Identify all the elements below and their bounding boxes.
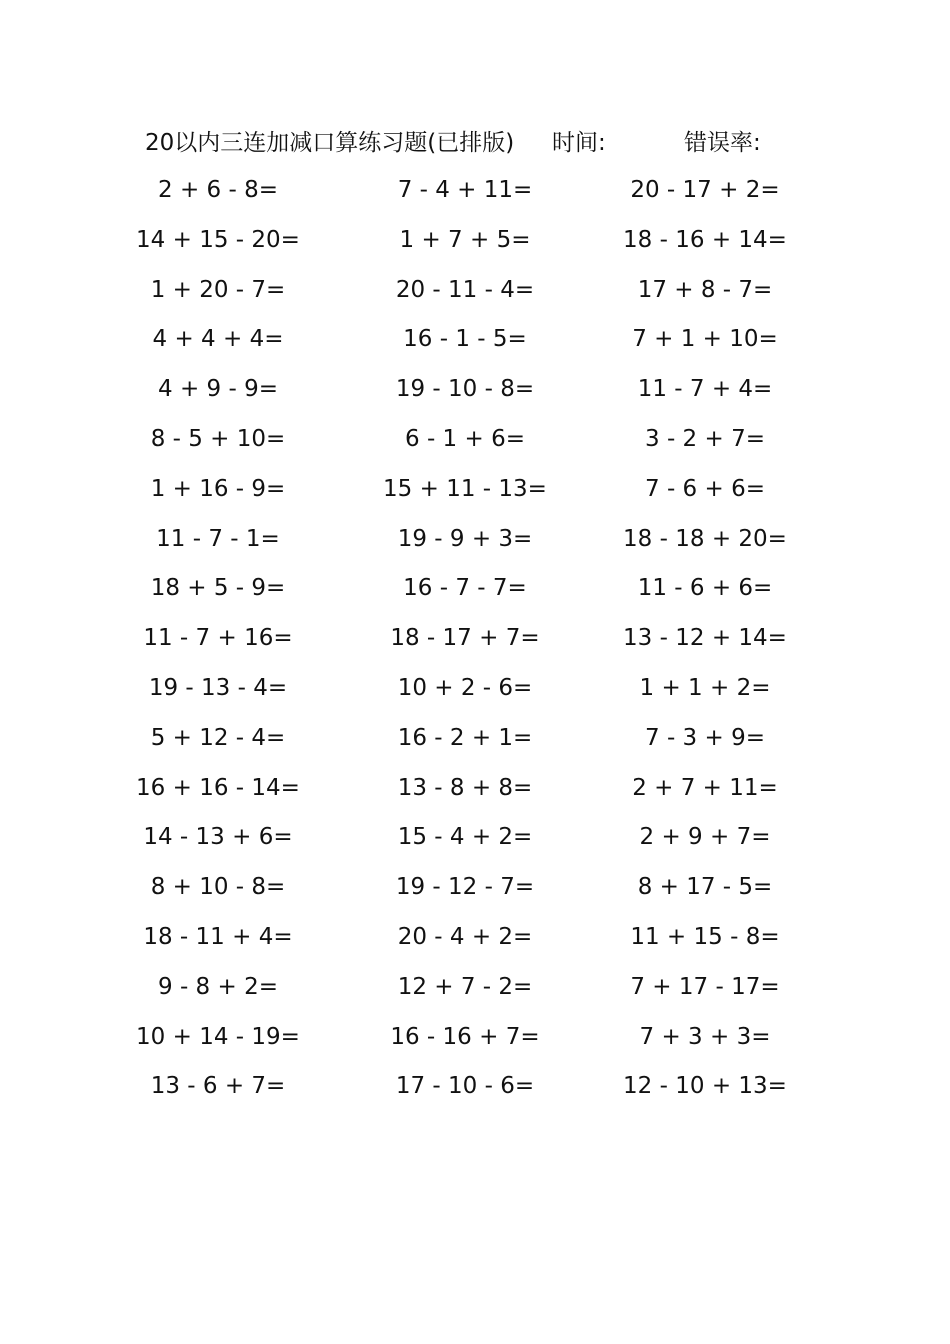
problem: 11 - 7 + 4= [637, 376, 773, 403]
problem-row [0, 521, 950, 571]
problem: 19 - 13 - 4= [148, 674, 288, 701]
problem: 14 + 15 - 20= [136, 226, 300, 253]
problem: 17 - 10 - 6= [395, 1073, 535, 1100]
problem: 11 - 6 + 6= [637, 575, 773, 602]
problem: 14 - 13 + 6= [143, 824, 293, 851]
problem-row [0, 670, 950, 720]
problem: 20 - 4 + 2= [397, 923, 533, 950]
problem: 9 - 8 + 2= [158, 973, 278, 1000]
problem: 8 + 17 - 5= [637, 874, 773, 901]
problem: 18 - 18 + 20= [623, 525, 787, 552]
problem-row [0, 869, 950, 919]
problem: 7 + 1 + 10= [632, 326, 778, 353]
problem-row [0, 1019, 950, 1069]
problem: 16 - 1 - 5= [403, 326, 527, 353]
problem: 7 - 3 + 9= [645, 724, 765, 751]
problem-row [0, 1068, 950, 1118]
problem: 7 + 3 + 3= [639, 1023, 771, 1050]
problem: 12 - 10 + 13= [623, 1073, 787, 1100]
problem: 18 - 16 + 14= [623, 226, 787, 253]
problem: 18 + 5 - 9= [150, 575, 286, 602]
problem: 11 - 7 + 16= [143, 625, 293, 652]
problem: 7 + 17 - 17= [630, 973, 780, 1000]
problem-row [0, 321, 950, 371]
problem: 1 + 20 - 7= [150, 276, 286, 303]
problem: 1 + 1 + 2= [639, 674, 771, 701]
problem: 17 + 8 - 7= [637, 276, 773, 303]
error-rate-label: 错误率: [684, 130, 761, 156]
problem: 8 + 10 - 8= [150, 874, 286, 901]
problem: 19 - 12 - 7= [395, 874, 535, 901]
problem: 2 + 7 + 11= [632, 774, 778, 801]
problem-row [0, 819, 950, 869]
problem-row [0, 471, 950, 521]
time-label: 时间: [552, 130, 606, 156]
problem: 1 + 7 + 5= [399, 226, 531, 253]
problem: 8 - 5 + 10= [150, 425, 286, 452]
problem: 16 - 2 + 1= [397, 724, 533, 751]
problem-row [0, 620, 950, 670]
problem: 10 + 2 - 6= [397, 674, 533, 701]
problem: 16 - 7 - 7= [403, 575, 527, 602]
problem: 15 + 11 - 13= [383, 475, 547, 502]
problem: 11 + 15 - 8= [630, 923, 780, 950]
problem: 19 - 9 + 3= [397, 525, 533, 552]
problem-row [0, 919, 950, 969]
problem: 4 + 9 - 9= [158, 376, 278, 403]
worksheet-title: 20以内三连加减口算练习题(已排版) [145, 130, 515, 156]
problem: 1 + 16 - 9= [150, 475, 286, 502]
problem-row [0, 770, 950, 820]
problem: 6 - 1 + 6= [405, 425, 525, 452]
problem: 15 - 4 + 2= [397, 824, 533, 851]
problem-grid [0, 172, 950, 1118]
problem-row [0, 371, 950, 421]
problem: 2 + 9 + 7= [639, 824, 771, 851]
problem: 18 - 11 + 4= [143, 923, 293, 950]
problem: 7 - 4 + 11= [397, 177, 533, 203]
problem: 20 - 11 - 4= [395, 276, 535, 303]
problem-row [0, 172, 950, 222]
problem-row [0, 272, 950, 322]
problem-row [0, 720, 950, 770]
problem-row [0, 222, 950, 272]
problem: 20 - 17 + 2= [630, 177, 780, 203]
problem: 12 + 7 - 2= [397, 973, 533, 1000]
problem: 10 + 14 - 19= [136, 1023, 300, 1050]
problem: 13 - 8 + 8= [397, 774, 533, 801]
problem: 13 - 12 + 14= [623, 625, 787, 652]
problem: 13 - 6 + 7= [150, 1073, 286, 1100]
problem: 16 + 16 - 14= [136, 774, 300, 801]
problem: 11 - 7 - 1= [156, 525, 280, 552]
problem: 2 + 6 - 8= [158, 177, 278, 203]
problem-row [0, 421, 950, 471]
problem: 3 - 2 + 7= [645, 425, 765, 452]
problem: 7 - 6 + 6= [645, 475, 765, 502]
problem-row [0, 570, 950, 620]
problem: 5 + 12 - 4= [150, 724, 286, 751]
problem: 18 - 17 + 7= [390, 625, 540, 652]
problem: 16 - 16 + 7= [390, 1023, 540, 1050]
problem: 19 - 10 - 8= [395, 376, 535, 403]
problem-row [0, 969, 950, 1019]
problem: 4 + 4 + 4= [152, 326, 284, 353]
